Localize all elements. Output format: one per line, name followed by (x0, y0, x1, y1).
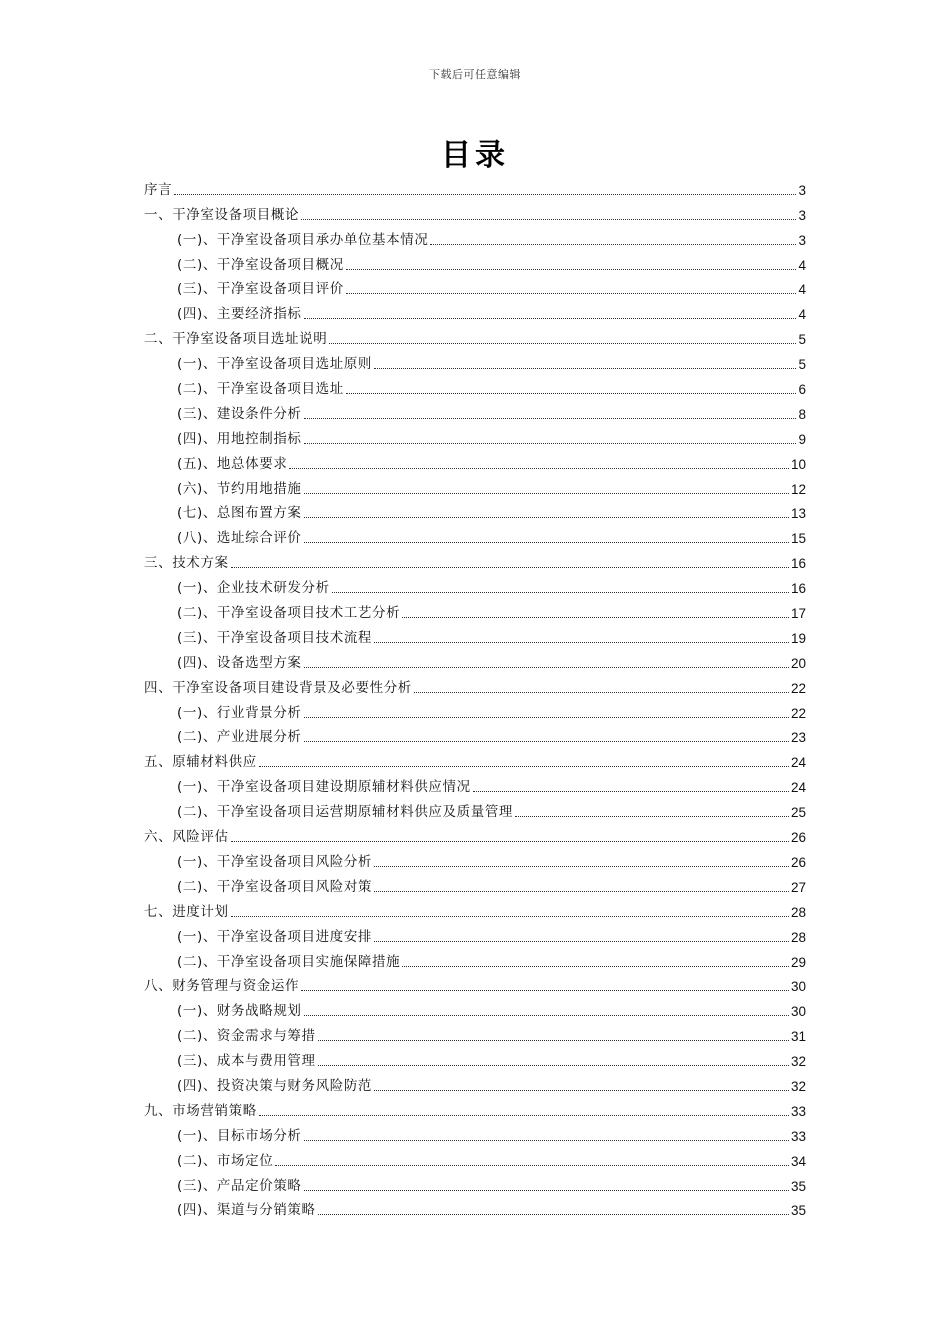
toc-entry-section[interactable] (144, 1120, 806, 1145)
toc-entry-label: (二)、干净室设备项目风险对策 (177, 878, 373, 895)
toc-entry-label: (一)、企业技术研发分析 (177, 580, 330, 597)
toc-entry-page-number: 5 (798, 332, 806, 348)
dot-leader (304, 542, 789, 543)
dot-leader (374, 1090, 789, 1091)
dot-leader (231, 916, 789, 917)
toc-entry-page-number: 3 (798, 182, 806, 198)
dot-leader (301, 990, 789, 991)
toc-entry-label: (三)、干净室设备项目评价 (177, 281, 344, 298)
toc-entry-section[interactable] (144, 597, 806, 622)
toc-entry-section[interactable] (144, 946, 806, 971)
dot-leader (304, 517, 789, 518)
toc-entry-page-number: 23 (790, 730, 806, 746)
toc-entry-label: (二)、资金需求与筹措 (177, 1028, 316, 1045)
toc-entry-page-number: 26 (790, 854, 806, 870)
toc-entry-label: (四)、投资决策与财务风险防范 (177, 1077, 373, 1094)
toc-entry-page-number: 31 (790, 1029, 806, 1045)
toc-entry-page-number: 28 (790, 929, 806, 945)
dot-leader (374, 368, 796, 369)
toc-entry-chapter[interactable] (144, 896, 806, 921)
toc-entry-section[interactable] (144, 522, 806, 547)
toc-entry-label: (三)、产品定价策略 (177, 1177, 302, 1194)
toc-entry-page-number: 33 (790, 1128, 806, 1144)
toc-entry-section[interactable] (144, 274, 806, 299)
toc-entry-label: 六、风险评估 (144, 829, 229, 846)
toc-entry-chapter[interactable] (144, 672, 806, 697)
toc-entry-label: (二)、干净室设备项目技术工艺分析 (177, 605, 401, 622)
toc-entry-label: (三)、建设条件分析 (177, 405, 302, 422)
toc-entry-page-number: 25 (790, 805, 806, 821)
toc-entry-section[interactable] (144, 1070, 806, 1095)
toc-entry-chapter[interactable] (144, 1095, 806, 1120)
toc-entry-page-number: 32 (790, 1054, 806, 1070)
toc-entry-label: (二)、干净室设备项目概况 (177, 256, 344, 273)
table-of-contents (144, 174, 806, 1219)
toc-entry-chapter[interactable] (144, 971, 806, 996)
toc-entry-section[interactable] (144, 921, 806, 946)
toc-entry-chapter[interactable] (144, 174, 806, 199)
toc-entry-label: (二)、产业进展分析 (177, 729, 302, 746)
toc-entry-label: 九、市场营销策略 (144, 1102, 257, 1119)
dot-leader (174, 194, 796, 195)
dot-leader (304, 493, 789, 494)
toc-entry-page-number: 12 (790, 481, 806, 497)
toc-entry-label: (四)、设备选型方案 (177, 654, 302, 671)
toc-entry-label: 序言 (144, 181, 173, 198)
dot-leader (275, 1165, 789, 1166)
toc-entry-label: 三、技术方案 (144, 555, 229, 572)
toc-entry-page-number: 32 (790, 1078, 806, 1094)
dot-leader (346, 293, 797, 294)
toc-entry-section[interactable] (144, 722, 806, 747)
toc-entry-label: (四)、用地控制指标 (177, 430, 302, 447)
toc-entry-page-number: 3 (798, 207, 806, 223)
dot-leader (304, 418, 797, 419)
toc-entry-section[interactable] (144, 697, 806, 722)
toc-entry-page-number: 5 (798, 357, 806, 373)
dot-leader (304, 741, 789, 742)
toc-entry-label: (二)、干净室设备项目运营期原辅材料供应及质量管理 (177, 804, 514, 821)
toc-entry-label: 二、干净室设备项目选址说明 (144, 331, 328, 348)
dot-leader (332, 592, 789, 593)
toc-entry-page-number: 9 (798, 431, 806, 447)
toc-entry-section[interactable] (144, 622, 806, 647)
toc-entry-page-number: 30 (790, 1004, 806, 1020)
toc-entry-section[interactable] (144, 771, 806, 796)
dot-leader (259, 766, 789, 767)
toc-entry-label: (一)、财务战略规划 (177, 1003, 302, 1020)
dot-leader (304, 443, 797, 444)
toc-entry-label: (二)、干净室设备项目选址 (177, 381, 344, 398)
dot-leader (473, 791, 789, 792)
toc-entry-label: (三)、成本与费用管理 (177, 1053, 316, 1070)
toc-entry-section[interactable] (144, 1145, 806, 1170)
toc-entry-section[interactable] (144, 1020, 806, 1045)
toc-entry-section[interactable] (144, 398, 806, 423)
toc-entry-page-number: 35 (790, 1203, 806, 1219)
dot-leader (289, 468, 789, 469)
dot-leader (374, 866, 789, 867)
toc-entry-section[interactable] (144, 572, 806, 597)
toc-entry-page-number: 22 (790, 705, 806, 721)
dot-leader (515, 816, 789, 817)
toc-title: 目录 (441, 138, 509, 173)
toc-entry-label: (四)、主要经济指标 (177, 306, 302, 323)
toc-entry-page-number: 29 (790, 954, 806, 970)
toc-entry-label: 七、进度计划 (144, 903, 229, 920)
toc-entry-label: 四、干净室设备项目建设背景及必要性分析 (144, 679, 412, 696)
toc-entry-label: (一)、干净室设备项目进度安排 (177, 928, 373, 945)
toc-entry-section[interactable] (144, 647, 806, 672)
toc-entry-section[interactable] (144, 1170, 806, 1195)
toc-entry-label: (二)、干净室设备项目实施保障措施 (177, 953, 401, 970)
toc-entry-label: (二)、市场定位 (177, 1152, 274, 1169)
toc-entry-page-number: 22 (790, 680, 806, 696)
dot-leader (329, 343, 796, 344)
toc-entry-section[interactable] (144, 298, 806, 323)
toc-entry-label: (七)、总图布置方案 (177, 505, 302, 522)
toc-entry-page-number: 33 (790, 1103, 806, 1119)
dot-leader (318, 1040, 789, 1041)
toc-entry-section[interactable] (144, 1195, 806, 1220)
toc-entry-page-number: 15 (790, 531, 806, 547)
toc-entry-label: (一)、干净室设备项目选址原则 (177, 356, 373, 373)
toc-entry-section[interactable] (144, 448, 806, 473)
toc-entry-label: (一)、干净室设备项目建设期原辅材料供应情况 (177, 779, 471, 796)
toc-entry-label: (一)、行业背景分析 (177, 704, 302, 721)
toc-entry-page-number: 17 (790, 606, 806, 622)
dot-leader (402, 617, 789, 618)
dot-leader (304, 1190, 789, 1191)
dot-leader (301, 219, 796, 220)
toc-entry-page-number: 26 (790, 830, 806, 846)
toc-entry-page-number: 4 (798, 282, 806, 298)
toc-entry-page-number: 24 (790, 780, 806, 796)
toc-entry-label: (一)、干净室设备项目风险分析 (177, 853, 373, 870)
dot-leader (318, 1065, 789, 1066)
dot-leader (402, 966, 789, 967)
toc-entry-label: 八、财务管理与资金运作 (144, 978, 300, 995)
dot-leader (304, 318, 797, 319)
dot-leader (304, 1015, 789, 1016)
toc-entry-section[interactable] (144, 224, 806, 249)
toc-entry-chapter[interactable] (144, 199, 806, 224)
toc-entry-section[interactable] (144, 995, 806, 1020)
toc-entry-label: (三)、干净室设备项目技术流程 (177, 629, 373, 646)
toc-entry-label: 五、原辅材料供应 (144, 754, 257, 771)
dot-leader (374, 941, 789, 942)
header-note: 下载后可任意编辑 (429, 68, 521, 81)
toc-entry-chapter[interactable] (144, 547, 806, 572)
toc-entry-page-number: 28 (790, 904, 806, 920)
dot-leader (304, 1140, 789, 1141)
toc-entry-section[interactable] (144, 423, 806, 448)
toc-entry-page-number: 24 (790, 755, 806, 771)
toc-entry-page-number: 6 (798, 382, 806, 398)
toc-entry-label: (五)、地总体要求 (177, 455, 288, 472)
toc-entry-page-number: 16 (790, 556, 806, 572)
dot-leader (430, 244, 796, 245)
dot-leader (304, 717, 789, 718)
toc-entry-chapter[interactable] (144, 746, 806, 771)
toc-entry-section[interactable] (144, 1045, 806, 1070)
toc-entry-page-number: 27 (790, 879, 806, 895)
toc-entry-label: (一)、干净室设备项目承办单位基本情况 (177, 231, 429, 248)
toc-entry-section[interactable] (144, 796, 806, 821)
dot-leader (346, 393, 797, 394)
dot-leader (304, 667, 789, 668)
toc-entry-label: (六)、节约用地措施 (177, 480, 302, 497)
toc-entry-section[interactable] (144, 373, 806, 398)
toc-entry-page-number: 30 (790, 979, 806, 995)
toc-entry-chapter[interactable] (144, 323, 806, 348)
dot-leader (374, 642, 789, 643)
dot-leader (374, 891, 789, 892)
toc-entry-section[interactable] (144, 846, 806, 871)
toc-entry-page-number: 35 (790, 1178, 806, 1194)
toc-entry-label: (四)、渠道与分销策略 (177, 1202, 316, 1219)
toc-entry-page-number: 20 (790, 655, 806, 671)
dot-leader (346, 269, 797, 270)
dot-leader (414, 692, 789, 693)
dot-leader (231, 841, 789, 842)
toc-entry-page-number: 16 (790, 581, 806, 597)
toc-entry-page-number: 10 (790, 456, 806, 472)
toc-entry-chapter[interactable] (144, 821, 806, 846)
toc-entry-section[interactable] (144, 473, 806, 498)
toc-entry-label: 一、干净室设备项目概论 (144, 206, 300, 223)
toc-entry-page-number: 34 (790, 1153, 806, 1169)
dot-leader (259, 1115, 789, 1116)
toc-entry-section[interactable] (144, 348, 806, 373)
toc-entry-section[interactable] (144, 871, 806, 896)
toc-entry-page-number: 3 (798, 232, 806, 248)
toc-entry-section[interactable] (144, 498, 806, 523)
toc-entry-page-number: 13 (790, 506, 806, 522)
toc-entry-section[interactable] (144, 249, 806, 274)
toc-entry-label: (一)、目标市场分析 (177, 1127, 302, 1144)
toc-entry-page-number: 19 (790, 630, 806, 646)
toc-entry-label: (八)、选址综合评价 (177, 530, 302, 547)
dot-leader (231, 567, 789, 568)
toc-entry-page-number: 4 (798, 257, 806, 273)
toc-entry-page-number: 4 (798, 307, 806, 323)
toc-entry-page-number: 8 (798, 406, 806, 422)
dot-leader (318, 1214, 789, 1215)
